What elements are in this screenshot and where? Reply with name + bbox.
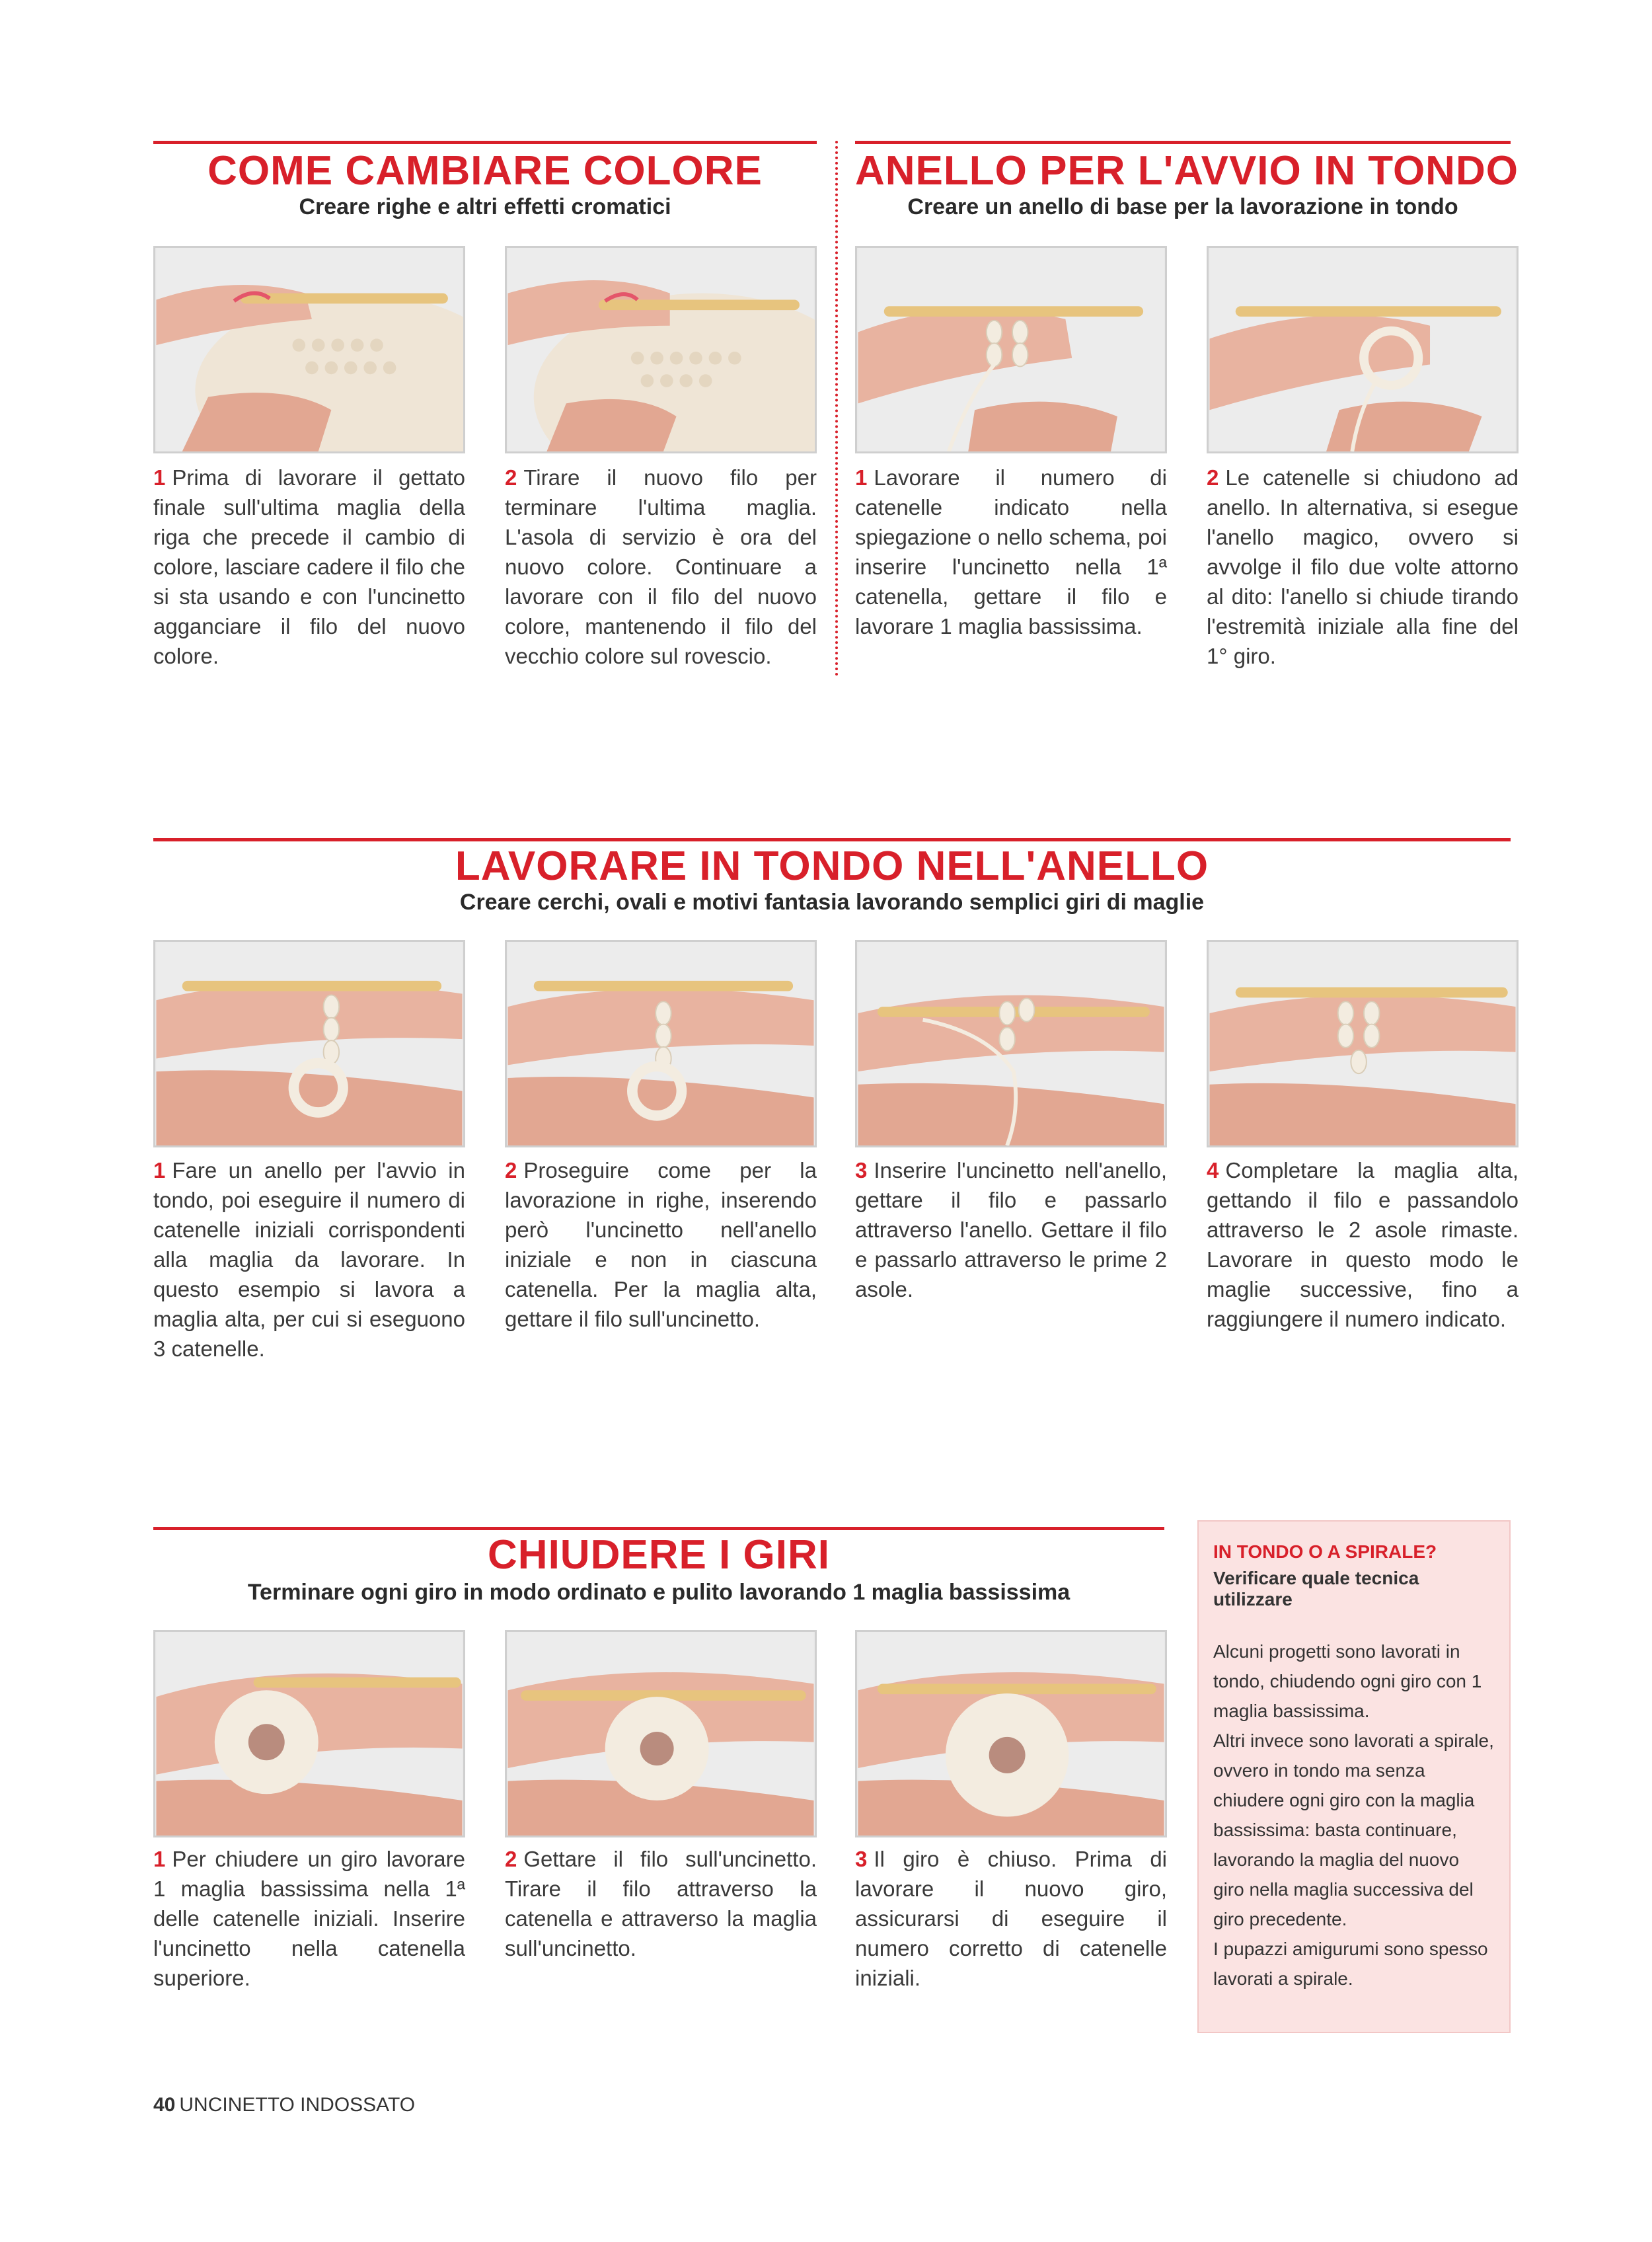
crochet-photo [155,942,463,1145]
step-body: Tirare il nuovo filo per terminare l'ultima maglia. L'asola di servizio è ora del nuovo colore. Continuare a lavorare con il filo del nuovo colore, mantenendo il filo del vecchio colore sul rovescio. [505,465,817,668]
step-body: Proseguire come per la lavorazione in righe, inserendo però l'uncinetto nell'anello iniziale e non in ciascuna catenella. Per la maglia alta, gettare il filo sull'uncinetto. [505,1158,817,1331]
step-body: Per chiudere un giro lavorare 1 maglia bassissima nella 1ª delle catenelle iniziali. Inserire l'uncinetto nella catenella superiore. [153,1847,465,1990]
photo-close-step-2 [505,1630,817,1837]
crochet-photo [1209,942,1517,1145]
tip-box [1197,1520,1511,2033]
crochet-photo [155,248,463,451]
magazine-name: UNCINETTO INDOSSATO [179,2094,416,2116]
section-rule-ring [855,141,1511,144]
step-number: 2 [505,1158,517,1182]
page-number: 40 [153,2094,176,2116]
section-subtitle-close: Terminare ogni giro in modo ordinato e pulito lavorando 1 maglia bassissima [247,1580,1070,1605]
step-body: Le catenelle si chiudono ad anello. In alternativa, si esegue l'anello magico, ovvero si avvolge il filo due volte attorno al dito: l'anello si chiude tirando l'estremità iniziale alla fine del 1° giro. [1207,465,1519,668]
crochet-photo [507,248,815,451]
step-close-3 [855,1844,1167,1993]
photo-ring-step-2 [1207,246,1519,453]
photo-round-step-3 [855,940,1167,1147]
step-body: Gettare il filo sull'uncinetto. Tirare il filo attraverso la catenella e attraverso la maglia sull'uncinetto. [505,1847,817,1960]
step-number: 1 [153,1847,166,1871]
section-rule-close [153,1527,1164,1530]
step-number: 3 [855,1158,868,1182]
step-number: 3 [855,1847,868,1871]
step-round-3 [855,1155,1167,1304]
step-round-4 [1207,1155,1519,1334]
crochet-photo [857,248,1165,451]
crochet-photo [507,1632,815,1836]
step-number: 2 [505,465,517,490]
step-close-1 [153,1844,465,1993]
step-body: Lavorare il numero di catenelle indicato nella spiegazione o nello schema, poi inserire l'uncinetto nella 1ª catenella, gettare il filo e lavorare 1 maglia bassissima. [855,465,1167,638]
step-number: 1 [153,465,166,490]
section-title-round: LAVORARE IN TONDO NELL'ANELLO [455,843,1209,889]
tip-box-paragraph: Alcuni progetti sono lavorati in tondo, chiudendo ogni giro con 1 maglia bassissima. [1213,1641,1482,1721]
step-color-2 [505,463,817,671]
section-rule-color [153,141,817,144]
step-number: 1 [153,1158,166,1182]
step-round-2 [505,1155,817,1334]
step-body: Inserire l'uncinetto nell'anello, gettare il filo e passarlo attraverso l'anello. Gettare il filo e passarlo attraverso le prime 2 asole. [855,1158,1167,1301]
section-divider [835,141,838,676]
crochet-photo [1209,248,1517,451]
step-body: Il giro è chiuso. Prima di lavorare il nuovo giro, assicurarsi di eseguire il numero corretto di catenelle iniziali. [855,1847,1167,1990]
photo-close-step-3 [855,1630,1167,1837]
tip-box-paragraph: I pupazzi amigurumi sono spesso lavorati a spirale. [1213,1939,1488,1989]
crochet-photo [155,1632,463,1836]
step-number: 2 [505,1847,517,1871]
step-number: 1 [855,465,868,490]
step-body: Completare la maglia alta, gettando il filo e passandolo attraverso le 2 asole rimaste. Lavorare in questo modo le maglie successive, fino a raggiungere il numero indicato. [1207,1158,1519,1331]
photo-color-step-1 [153,246,465,453]
crochet-photo [857,1632,1165,1836]
step-ring-1 [855,463,1167,641]
step-color-1 [153,463,465,671]
tip-box-title: IN TONDO O A SPIRALE? [1213,1541,1437,1562]
step-body: Fare un anello per l'avvio in tondo, poi eseguire il numero di catenelle iniziali corrispondenti alla maglia da lavorare. In questo esempio si lavora a maglia alta, per cui si eseguono 3 catenelle. [153,1158,465,1361]
section-subtitle-color: Creare righe e altri effetti cromatici [299,194,671,219]
crochet-photo [507,942,815,1145]
step-ring-2 [1207,463,1519,671]
tip-box-subtitle: Verificare quale tecnica utilizzare [1213,1568,1419,1609]
photo-ring-step-1 [855,246,1167,453]
section-title-ring: ANELLO PER L'AVVIO IN TONDO [855,148,1519,194]
section-subtitle-ring: Creare un anello di base per la lavorazione in tondo [907,194,1458,219]
page-footer [153,2094,415,2116]
photo-round-step-4 [1207,940,1519,1147]
step-close-2 [505,1844,817,1963]
step-number: 2 [1207,465,1219,490]
section-title-close: CHIUDERE I GIRI [488,1532,830,1578]
section-rule-round [153,838,1511,841]
photo-round-step-2 [505,940,817,1147]
crochet-photo [857,942,1165,1145]
photo-close-step-1 [153,1630,465,1837]
section-title-color: COME CAMBIARE COLORE [207,148,763,194]
section-subtitle-round: Creare cerchi, ovali e motivi fantasia lavorando semplici giri di maglie [459,890,1205,915]
photo-color-step-2 [505,246,817,453]
tip-box-paragraph: Altri invece sono lavorati a spirale, ovvero in tondo ma senza chiudere ogni giro con la maglia bassissima: basta continuare, lavorando la maglia del nuovo giro nella maglia successiva del giro precedente. [1213,1730,1494,1929]
step-body: Prima di lavorare il gettato finale sull'ultima maglia della riga che precede il cambio di colore, lasciare cadere il filo che si sta usando e con l'uncinetto agganciare il filo del nuovo colore. [153,465,465,668]
step-number: 4 [1207,1158,1219,1182]
photo-round-step-1 [153,940,465,1147]
step-round-1 [153,1155,465,1364]
